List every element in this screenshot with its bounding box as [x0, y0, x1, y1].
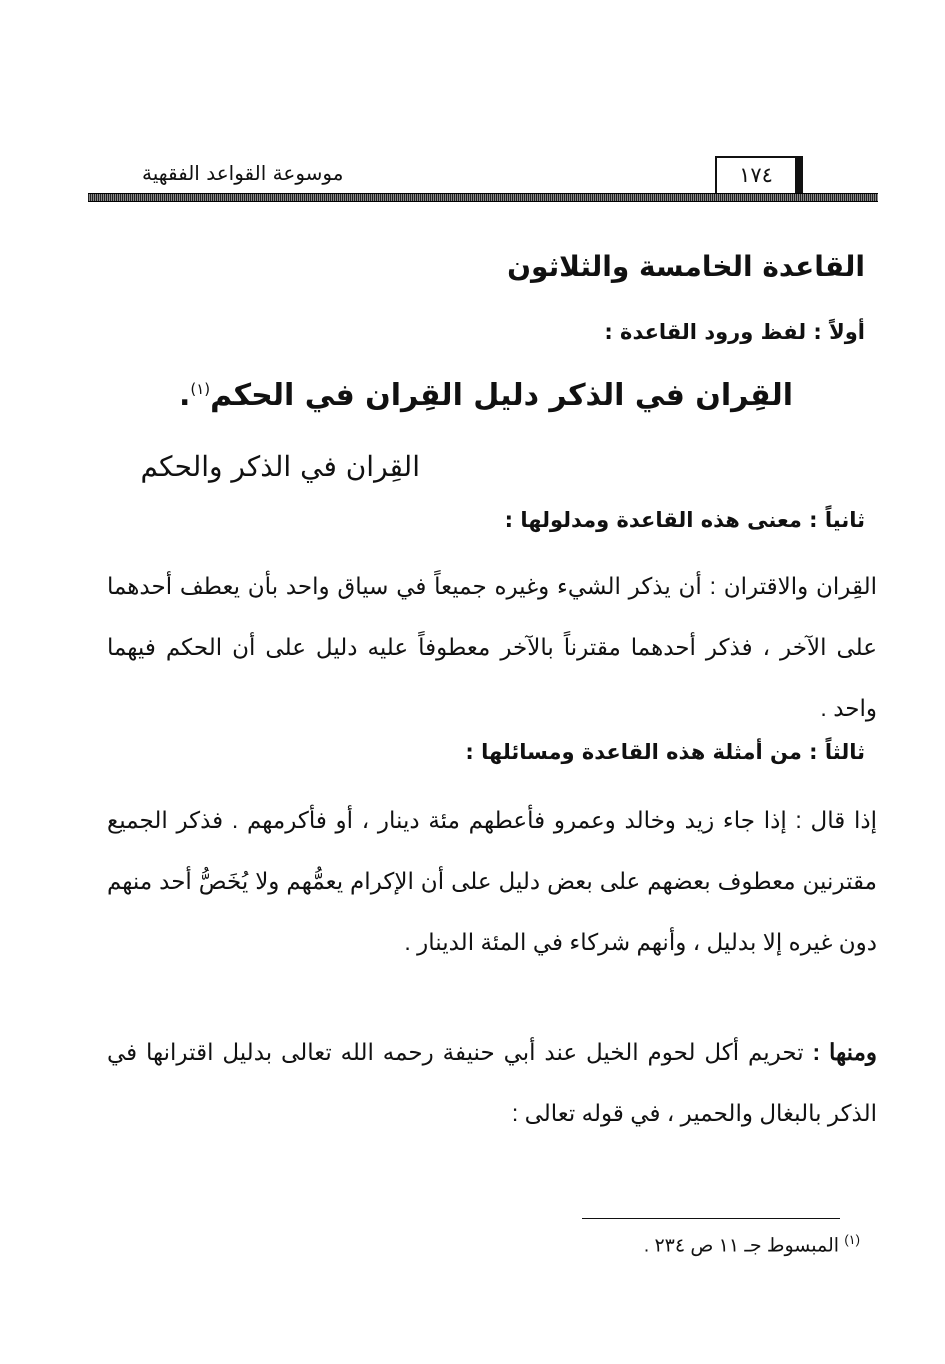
- example-two-text: تحريم أكل لحوم الخيل عند أبي حنيفة رحمه الله تعالى بدليل اقترانها في الذكر بالبغال والحمير ، في قوله تعالى :: [107, 1039, 877, 1126]
- footnote-reference: (١): [190, 380, 211, 398]
- running-header: [88, 150, 878, 206]
- example-two-paragraph: [107, 1022, 877, 1144]
- section-one-heading: أولاً : لفظ ورود القاعدة :: [604, 320, 865, 344]
- header-divider: [88, 193, 878, 202]
- rule-end-punct: .: [178, 378, 191, 413]
- meaning-paragraph: القِران والاقتران : أن يذكر الشيء وغيره جميعاً في سياق واحد بأن يعطف أحدهما على الآخر ، فذكر أحدهما مقترناً بالآخر معطوفاً عليه دليل على أن الحكم فيهما واحد .: [107, 573, 877, 721]
- rule-short-form: القِران في الذكر والحكم: [140, 450, 420, 483]
- rule-statement: [179, 378, 793, 413]
- page-number: ١٧٤: [715, 156, 803, 196]
- book-title: موسوعة القواعد الفقهية: [142, 161, 344, 185]
- footnote-text: المبسوط جـ ١١ ص ٢٣٤ .: [643, 1235, 840, 1257]
- section-two-heading: ثانياً : معنى هذه القاعدة ومدلولها :: [504, 508, 865, 532]
- footnote: [644, 1232, 860, 1257]
- example-one-paragraph: إذا قال : إذا جاء زيد وخالد وعمرو فأعطهم مئة دينار ، أو فأكرمهم . فذكر الجميع مقترنين معطوف بعضهم على بعض دليل على أن الإكرام يعمُّهم ولا يُخَصُّ أحد منهم دون غيره إلا بدليل ، وأنهم شركاء في المئة الدينار .: [107, 807, 877, 955]
- footnote-divider: [582, 1218, 840, 1219]
- rule-heading: القاعدة الخامسة والثلاثون: [507, 250, 865, 283]
- section-three-heading: ثالثاً : من أمثلة هذه القاعدة ومسائلها :: [465, 740, 865, 764]
- rule-text: القِران في الذكر دليل القِران في الحكم: [210, 378, 793, 413]
- footnote-marker: (١): [844, 1232, 860, 1247]
- example-two-lead: ومنها :: [812, 1039, 877, 1065]
